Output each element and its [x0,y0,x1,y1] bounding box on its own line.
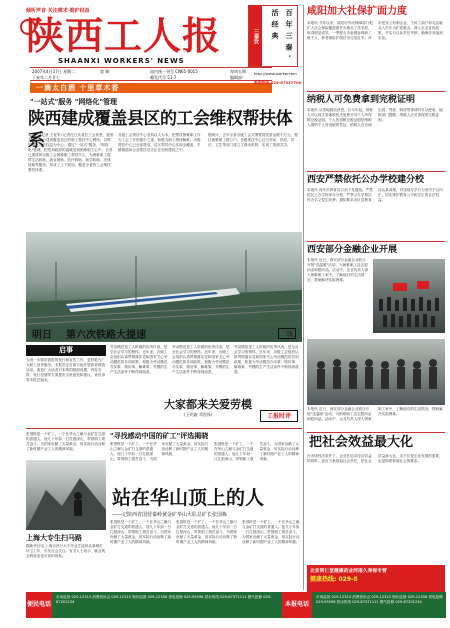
lead-headline: 陕西建成覆盖县区的工会维权帮扶体系 [28,109,292,151]
pharmacy-ad-line2: 健康热线: 029-8 [310,576,358,583]
middle-body-2: 劳动模范是工人阶级的优秀代表，是全社会学习的榜样。近年来，各级工会组织认真贯彻落实党和国家关心劳动模范的各项政策，积极为劳动模范办实事、做好事、解难事，劳模的生产生活条件不断得到改善。 [172,345,230,374]
feature-body-5: 张国栋是一个矿工，一个在华山之巅与金矿打交道的普通人。他几十年如一日扎根深山，带领职工艰苦奋斗，为国家贡献了大量黄金，用实际行动诠释了新时期产业工人的精神风貌。 [176,520,238,544]
newspaper-logo-icon [20,19,36,35]
lead-body-2: 各级工会帮扶中心坚持以人为本，把帮扶困难职工作为工会工作的重中之重，积极为职工排忧解难。市级帮扶中心已全部建成，县区帮扶中心实现全覆盖，乡镇街道和企业帮扶站点正在加快建设之中。 [118,133,201,152]
labor-model-byline: (王明鑫 邓凯锋) [184,412,213,417]
group-photo [307,339,445,405]
footer-bar [26,592,446,618]
masthead-subtitle: SHAANXI WORKERS' NEWS [58,57,185,65]
liquor-ad [248,5,298,67]
headline-finance: 西安部分金融企业开展 [307,245,398,255]
announcement-body: 为进一步做好我报的发行和宣传工作，更好地为广大职工读者服务，本报决定自即日起开展读者调查活动。欢迎广大读者对本报的版面设置、内容安排、发行投递等方面提出宝贵意见和建议。来信请寄本报总编室。 [26,358,106,382]
week-edition: 每周五期 [230,69,246,74]
lead-body-1: 本报讯 (记者 王亚军) 记者近日从省总工会获悉，我省各级工会已建成覆盖县区的职工帮扶中心网络，以维护职工合法权益为中心，通过"一站式"服务、"网络化"管理，把党和政府的温暖送到困难职工心中。全省已建成的各级工会困难职工帮扶中心，为困难职工提供生活救助、就业援助、医疗救助、助学救助、法律援助等服务，形成了上下联动、覆盖全省的工会维权帮扶体系。 [28,133,114,172]
feature-kicker: "寻找感动中国的矿工"评选揭晓 [110,432,209,440]
column-divider [303,5,304,590]
liquor-ad-text: 百 年 三 秦 · 活 经 典 [271,9,293,59]
body-xianyang: 本报讯 今年以来，咸阳市劳动保障部门把扩大社会保险覆盖面作为重点工作来抓，取得明显成效。一季度全市新增参保职工数千人，养老保险扩面任务完成过半。该市把非公有制企业、个体工商户和灵活就业人员作为扩面重点，深入企业宣传政策，并实行目标责任考核，确保任务落到实处。 [307,21,443,40]
pharmacy-ad-line1: 北京同仁堂健康药业河南久寿保专营 [310,569,387,574]
footer-text-left: 市场监督 029-12315 消费者协会 029-12315 物价监督 029-12358 供电抢修 029-95598 供水热线 029-87371111 燃气抢修 029-87201234 [56,595,272,604]
parade-photo [373,259,445,333]
lead-kicker: "一站式"服务 "网络化"管理 [30,98,118,106]
feature-body-6: 张国栋是一个矿工，一个在华山之巅与金矿打交道的普通人。他几十年如一日扎根深山，带领职工艰苦奋斗，为国家贡献了大量黄金，用实际行动诠释了新时期产业工人的精神风貌。 [242,520,300,544]
website-url[interactable]: http://www.workercom [254,71,297,76]
feature-body-2: 张国栋是一个矿工，一个在华山之巅与金矿打交道的普通人。他几十年如一日扎根深山，带领职工艰苦奋斗，为国家贡献了大量黄金，用实际行动诠释了新时期产业工人的精神风貌。 [110,442,209,461]
train-caption-right: 第六次铁路大提速 [66,330,146,341]
footer-label-left: 便民电话 [26,592,52,618]
train-caption-left: 明日 [32,330,52,341]
issue-number: 第 期 [100,69,110,74]
cn-code: 国内统一刊号 CN61-0015 [150,69,198,74]
editorial-phone: 编辑部: [230,75,244,80]
footer-label-right: 本报电话 [282,592,312,618]
train-edition-label: 二版 [278,328,296,339]
headline-tax: 纳税人可免费拿到完税证明 [307,95,416,105]
body-social-benefit: 在市场经济条件下，企业在追求经济效益的同时，更应当承担起社会责任，把社会效益最大化。这不仅是企业发展的需要，也是构建和谐社会的要求。 [307,454,443,463]
feature-subhead: ——记陕西省国营秦岭黄金矿华山大队总矿长张国栋 [112,512,228,518]
feature-headline: 站在华山顶上的人 [112,487,265,509]
news-hotline: 新闻热线:029-87337700 [254,80,302,85]
shanghai-headline: 上海大专生扫马路 [26,533,82,542]
headline-xianyang: 咸阳加大社保扩面力度 [307,6,407,17]
middle-body-1: 劳动模范是工人阶级的优秀代表，是全社会学习的榜样。近年来，各级工会组织认真贯彻落实党和国家关心劳动模范的各项政策，积极为劳动模范办实事、做好事、解难事，劳模的生产生活条件不断得到改善。 [110,345,168,374]
lead-body-3: 据统计，去年全省各级工会共筹集帮扶资金数千万元，帮扶困难职工数万户。各级帮扶中心还与劳动、民政、司法、卫生等部门建立了联动机制，实现了资源共享。 [208,133,298,147]
column-right [307,5,445,583]
group-photo-caption: 本报讯 近日，西安部分金融企业联合开展"送温暖"活动，为困难职工送去慰问金和慰问品。活动中，企业负责人深入困难职工家中，了解他们的生活情况，帮助解决实际困难。 [307,407,443,421]
train-caption [28,326,300,340]
lunar-date: 丁亥年二月廿七 [32,75,60,80]
footer-text-right: 市场监督 029-12315 消费者协会 029-12315 物价监督 029-12358 供电抢修 029-95598 供水热线 029-87371111 燃气抢修 029-87201234 [316,595,443,604]
website-box [254,71,302,93]
announcement-title: 启事 [26,345,106,356]
feature-body-4: 张国栋是一个矿工，一个在华山之巅与金矿打交道的普通人。他几十年如一日扎根深山，带领职工艰苦奋斗，为国家贡献了大量黄金，用实际行动诠释了新时期产业工人的精神风貌。 [110,520,172,544]
shanghai-body: 据新华社电 上海市部分大专毕业生选择从事城市环卫工作，引发社会关注。有关人士表示，就业观念的转变是可喜的现象。 [26,544,106,558]
pharmacy-ad[interactable] [307,565,445,595]
feature-body-3: 张国栋是一个矿工，一个在华山之巅与金矿打交道的普通人。他几十年如一日扎根深山，带领职工艰苦奋斗，为国家贡献了大量黄金，用实际行动诠释了新时期产业工人的精神风貌。 [214,442,300,461]
labor-model-headline: 大家都来关爱劳模 [164,398,252,411]
headline-school: 西安严禁依托公办学校建分校 [307,175,425,185]
middle-body-3: 劳动模范是工人阶级的优秀代表，是全社会学习的榜样。近年来，各级工会组织认真贯彻落实党和国家关心劳动模范的各项政策，积极为劳动模范办实事、做好事、解难事，劳模的生产生活条件不断得到改善。 [234,345,299,374]
masthead-title: 陕西工人报 [26,13,222,58]
body-school: 本报讯 西安市教育局日前下发通知，严禁依托公办学校举办分校，严禁公办学校以民办名义招生收费。通知要求各区县教育局认真清理，对违规办学行为坚决予以纠正，切实维护教育公平和学生的合法权益。 [307,188,443,202]
liquor-ad-label: 三秦饮 [249,6,262,66]
masthead-info [30,67,272,81]
commentary-stamp: 工报时评 [260,410,298,422]
announcement-box [26,345,106,425]
feature-body-1: 张国栋是一个矿工，一个在华山之巅与金矿打交道的普通人。他几十年如一日扎根深山，带领职工艰苦奋斗，为国家贡献了大量黄金，用实际行动诠释了新时期产业工人的精神风貌。 [26,432,106,451]
masthead-slogan: 倾听声音 关注需求 维护权益 [26,8,90,14]
body-tax: 本报讯 从省地税局获悉，自今年起，纳税人可以到主管地税机关免费开具个人所得税完税证明。个人所得税完税证明是纳税人缴纳个人所得税的凭证，纳税人在办理出国、贷款、购房等事项时可以使用。地税部门提醒，纳税人应妥善保管完税证明。 [307,108,443,127]
ad-banner: 一滴太白酒 十里草木香 [30,83,272,93]
headline-social-benefit: 把社会效益最大化 [309,435,414,450]
train-photo [26,232,302,342]
huashan-photo [26,460,106,530]
postal-code: 邮发代号 51-7 [150,75,177,80]
date-line: 2007年4月17日 星期二 [32,69,76,74]
body-finance: 本报讯 近日，西安部分金融企业联合开展"送温暖"活动，为困难职工送去慰问金和慰问品。活动中，企业负责人深入困难职工家中，了解他们的生活情况，帮助解决实际困难。 [307,258,369,282]
